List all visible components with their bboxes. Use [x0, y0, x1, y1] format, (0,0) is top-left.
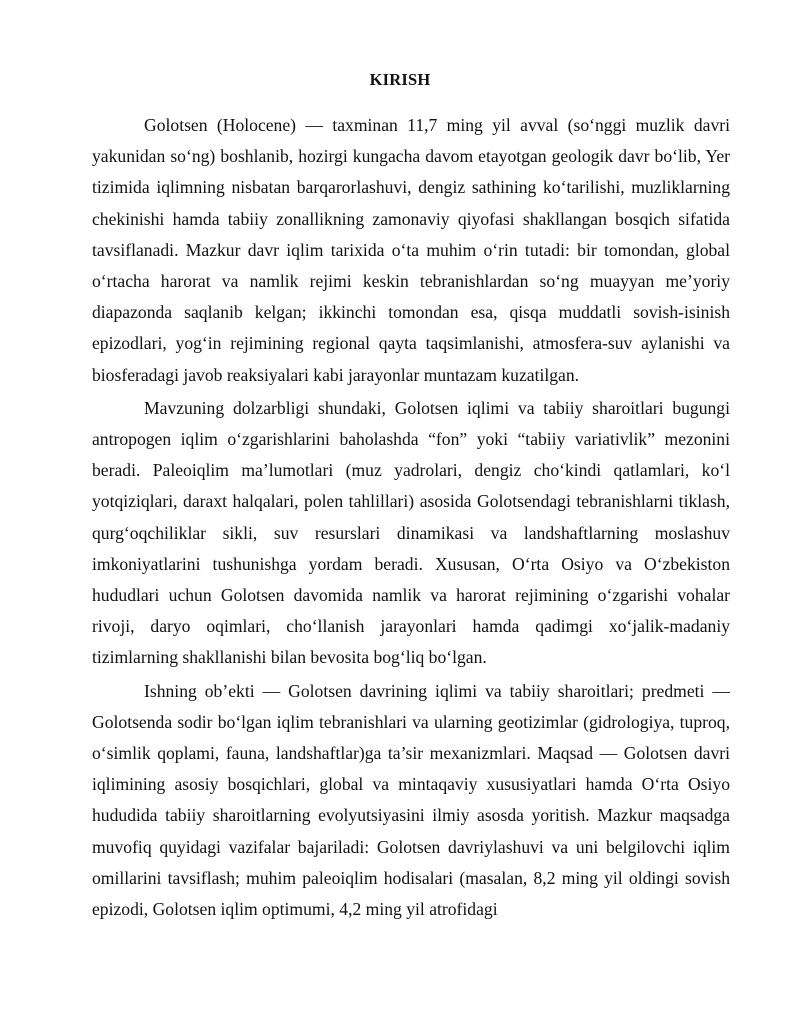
- paragraph-object-and-aim: Ishning ob’ekti — Golotsen davrining iqlimi va tabiiy sharoitlari; predmeti — Golotsenda sodir bo‘lgan iqlim tebranishlari va ularning geotizimlar (gidrologiya, tuproq, o‘simlik qoplami, fauna, landshaftlar)ga ta’sir mexanizmlari. Maqsad — Golotsen davri iqlimining asosiy bosqichlari, global va mintaqaviy xususiyatlari hamda O‘rta Osiyo hududida tabiiy sharoitlarning evolyutsiyasini ilmiy asosda yoritish. Mazkur maqsadga muvofiq quyidagi vazifalar bajariladi: Golotsen davriylashuvi va uni belgilovchi iqlim omillarini tavsiflash; muhim paleoiqlim hodisalari (masalan, 8,2 ming yil oldingi sovish epizodi, Golotsen iqlim optimumi, 4,2 ming yil atrofidagi: [92, 680, 730, 920]
- document-body: [92, 110, 730, 927]
- paragraph-relevance: Mavzuning dolzarbligi shundaki, Golotsen iqlimi va tabiiy sharoitlari bugungi antropogen iqlim o‘zgarishlarini baholashda “fon” yoki “tabiiy variativlik” mezonini beradi. Paleoiqlim ma’lumotlari (muz yadrolari, dengiz cho‘kindi qatlamlari, ko‘l yotqiziqlari, daraxt halqalari, polen tahlillari) asosida Golotsendagi tebranishlarni tiklash, qurg‘oqchiliklar sikli, suv resurslari dinamikasi va landshaftlarning moslashuv imkoniyatlarini tushunishga yordam beradi. Xususan, O‘rta Osiyo va O‘zbekiston hududlari uchun Golotsen davomida namlik va harorat rejimining o‘zgarishi vohalar rivoji, daryo oqimlari, cho‘llanish jarayonlari hamda qadimgi xo‘jalik-madaniy tizimlarning shakllanishi bilan bevosita bog‘liq bo‘lgan.: [92, 397, 730, 668]
- page-title: KIRISH: [369, 70, 431, 89]
- paragraph-introduction: Golotsen (Holocene) — taxminan 11,7 ming yil avval (so‘nggi muzlik davri yakunidan so‘ng) boshlanib, hozirgi kungacha davom etayotgan geologik davr bo‘lib, Yer tizimida iqlimning nisbatan barqarorlashuvi, dengiz sathining ko‘tarilishi, muzliklarning chekinishi hamda tabiiy zonallikning zamonaviy qiyofasi shakllangan bosqich sifatida tavsiflanadi. Mazkur davr iqlim tarixida o‘ta muhim o‘rin tutadi: bir tomondan, global o‘rtacha harorat va namlik rejimi keskin tebranishlardan so‘ng muayyan me’yoriy diapazonda saqlanib kelgan; ikkinchi tomondan esa, qisqa muddatli sovish-isinish epizodlari, yog‘in rejimining regional qayta taqsimlanishi, atmosfera-suv aylanishi va biosferadagi javob reaksiyalari kabi jarayonlar muntazam kuzatilgan.: [92, 115, 730, 385]
